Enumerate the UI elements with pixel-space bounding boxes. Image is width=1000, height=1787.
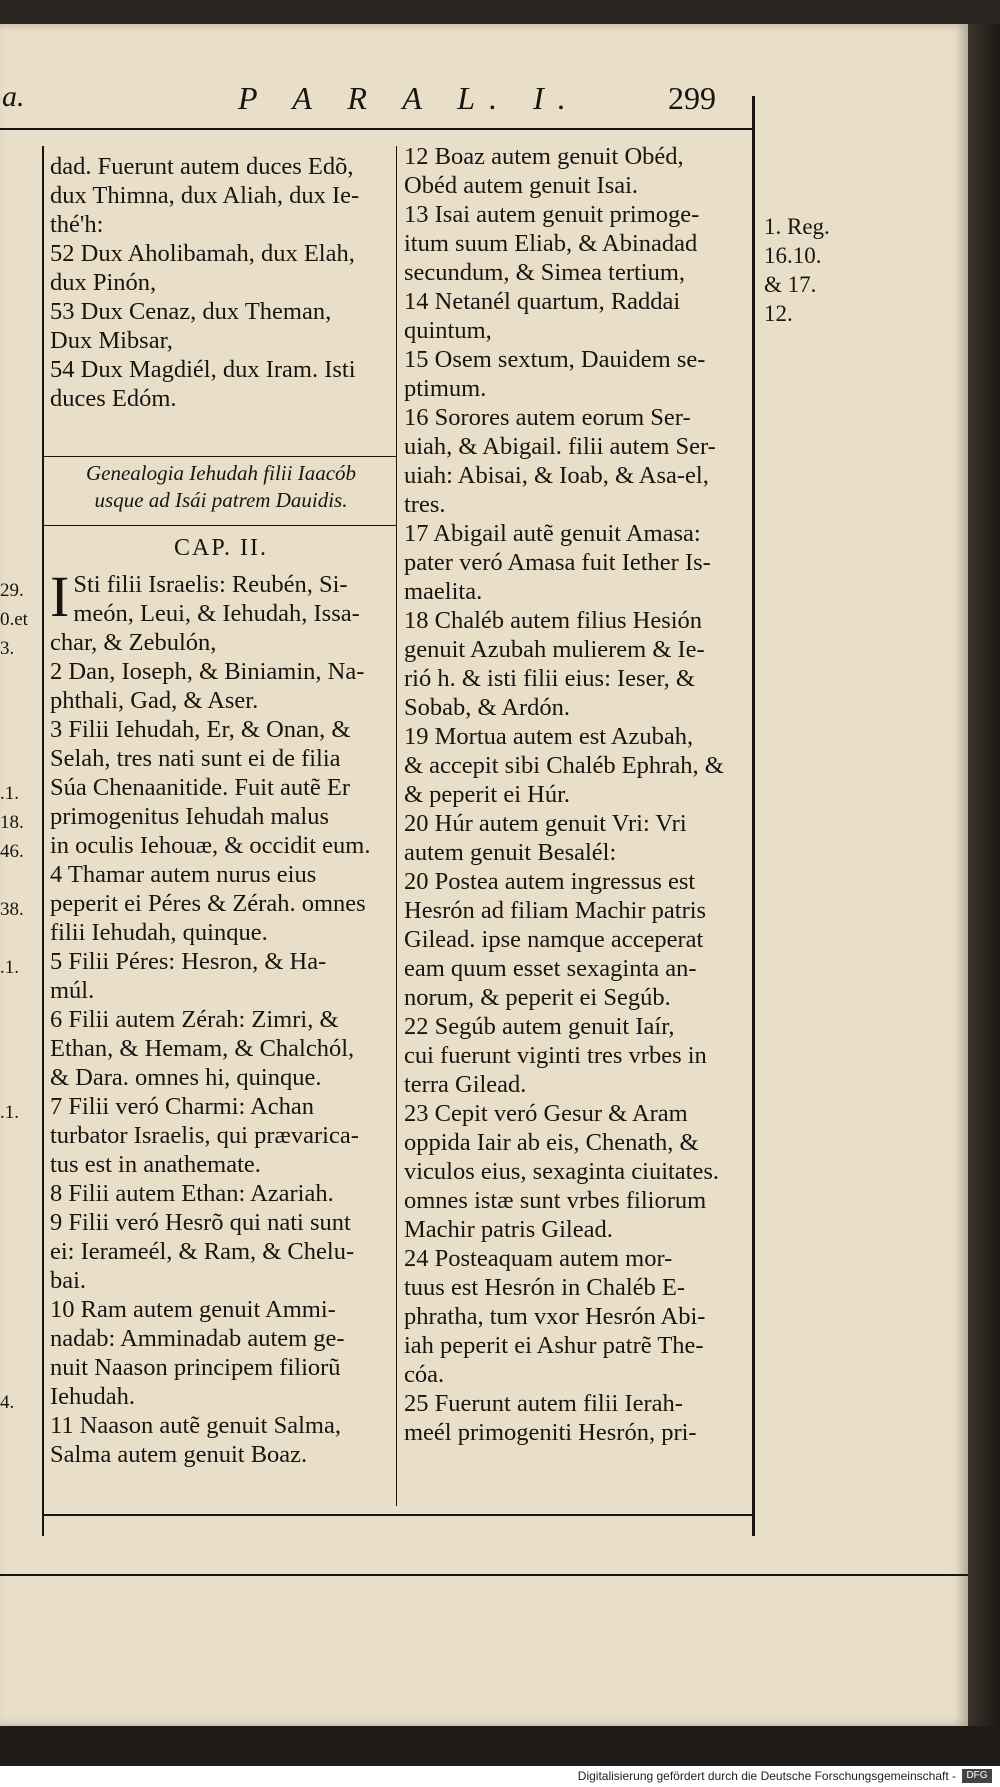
text-line: phratha, tum vxor Hesrón Abi- xyxy=(404,1303,706,1330)
text-line: quintum, xyxy=(404,317,492,344)
text-line: iah peperit ei Ashur patrẽ The- xyxy=(404,1332,704,1359)
margin-reference-left: 18. xyxy=(0,812,24,833)
text-line: genuit Azubah mulierem & Ie- xyxy=(404,636,705,663)
text-line: ei: Ierameél, & Ram, & Chelu- xyxy=(50,1238,355,1265)
text-line: norum, & peperit ei Segúb. xyxy=(404,984,671,1011)
text-line: dad. Fuerunt autem duces Edõ, xyxy=(50,153,354,180)
text-line: Obéd autem genuit Isai. xyxy=(404,172,639,199)
text-line: primogenitus Iehudah malus xyxy=(50,803,329,830)
text-line: 17 Abigail autẽ genuit Amasa: xyxy=(404,520,701,547)
text-line: meél primogeniti Hesrón, pri- xyxy=(404,1419,697,1446)
text-line: uiah: Abisai, & Ioab, & Asa-el, xyxy=(404,462,709,489)
text-line: 25 Fuerunt autem filii Ierah- xyxy=(404,1390,683,1417)
dfg-logo: DFG xyxy=(962,1769,992,1783)
margin-reference-left: 3. xyxy=(0,638,15,659)
text-line: 53 Dux Cenaz, dux Theman, xyxy=(50,298,332,325)
page-spine-shadow xyxy=(968,24,1000,1726)
footer-text: Digitalisierung gefördert durch die Deutsche Forschungsgemeinschaft - xyxy=(577,1769,956,1783)
text-line: 9 Filii veró Hesrõ qui nati sunt xyxy=(50,1209,351,1236)
text-line: 5 Filii Péres: Hesron, & Ha- xyxy=(50,948,327,975)
text-line: 7 Filii veró Charmi: Achan xyxy=(50,1093,315,1120)
text-line: Salma autem genuit Boaz. xyxy=(50,1441,308,1468)
text-line: ptimum. xyxy=(404,375,487,402)
margin-reference-left: 46. xyxy=(0,841,24,862)
running-title: P A R A L. I. xyxy=(238,80,580,116)
text-line: maelita. xyxy=(404,578,483,605)
text-line: tuus est Hesrón in Chaléb E- xyxy=(404,1274,686,1301)
text-line: 3 Filii Iehudah, Er, & Onan, & xyxy=(50,716,351,743)
margin-note-right xyxy=(764,212,844,328)
margin-reference-left: .1. xyxy=(0,957,19,978)
text-line: pater veró Amasa fuit Iether Is- xyxy=(404,549,711,576)
text-line: secundum, & Simea tertium, xyxy=(404,259,686,286)
text-line: oppida Iair ab eis, Chenath, & xyxy=(404,1129,699,1156)
text-line: eam quum esset sexaginta an- xyxy=(404,955,697,982)
running-header xyxy=(0,58,760,118)
genealogy-heading-line1: Genealogia Iehudah filii Iaacób xyxy=(85,461,357,485)
text-line: 20 Húr autem genuit Vri: Vri xyxy=(404,810,687,837)
text-line: peperit ei Péres & Zérah. omnes xyxy=(50,890,366,917)
text-line: viculos eius, sexaginta ciuitates. xyxy=(404,1158,720,1185)
text-line: terra Gilead. xyxy=(404,1071,527,1098)
text-line: Machir patris Gilead. xyxy=(404,1216,613,1243)
text-line: 52 Dux Aholibamah, dux Elah, xyxy=(50,240,355,267)
margin-reference-left: 0.et xyxy=(0,609,28,630)
text-line: 8 Filii autem Ethan: Azariah. xyxy=(50,1180,334,1207)
margin-reference-left: 4. xyxy=(0,1392,15,1413)
text-line: 4 Thamar autem nurus eius xyxy=(50,861,317,888)
margin-reference-left: 38. xyxy=(0,899,24,920)
column-left xyxy=(50,152,392,413)
text-line: rió h. & isti filii eius: Ieser, & xyxy=(404,665,695,692)
text-line: Gilead. ipse namque acceperat xyxy=(404,926,704,953)
text-line: 15 Osem sextum, Dauidem se- xyxy=(404,346,706,373)
text-line: 18 Chaléb autem filius Hesión xyxy=(404,607,703,634)
text-line: 16 Sorores autem eorum Ser- xyxy=(404,404,691,431)
text-line: autem genuit Besalél: xyxy=(404,839,617,866)
text-line: 19 Mortua autem est Azubah, xyxy=(404,723,694,750)
text-line: 20 Postea autem ingressus est xyxy=(404,868,696,895)
text-line: 22 Segúb autem genuit Iaír, xyxy=(404,1013,675,1040)
text-line: tres. xyxy=(404,491,446,518)
page-bottom-rule xyxy=(0,1574,968,1576)
chapter-number: CAP. II. xyxy=(173,535,268,561)
text-line: itum suum Eliab, & Abinadad xyxy=(404,230,698,257)
text-line: 12 Boaz autem genuit Obéd, xyxy=(404,143,684,170)
margin-reference: 1. Reg. xyxy=(764,214,830,239)
text-line: bai. xyxy=(50,1267,87,1294)
text-line: Ethan, & Hemam, & Chalchól, xyxy=(50,1035,355,1062)
scan-bottom-edge xyxy=(0,1726,1000,1766)
text-line: 11 Naason autẽ genuit Salma, xyxy=(50,1412,341,1439)
left-column-rule xyxy=(42,146,44,1536)
text-line: Sti filii Israelis: Reubén, Si- xyxy=(73,571,348,598)
header-rule xyxy=(0,128,752,130)
drop-capital: I xyxy=(50,564,70,629)
heading-box-top xyxy=(44,456,396,457)
text-line: 24 Posteaquam autem mor- xyxy=(404,1245,673,1272)
text-line: tus est in anathemate. xyxy=(50,1151,261,1178)
text-line: char, & Zebulón, xyxy=(50,629,217,656)
text-line: Iehudah. xyxy=(50,1383,136,1410)
text-line: múl. xyxy=(50,977,95,1004)
chapter-number-block xyxy=(50,534,392,563)
column-left-chapter-text xyxy=(50,564,392,1469)
text-line: omnes istæ sunt vrbes filiorum xyxy=(404,1187,707,1214)
page-number: 299 xyxy=(668,80,716,116)
text-line: Hesrón ad filiam Machir patris xyxy=(404,897,707,924)
chapter-heading xyxy=(50,460,392,514)
text-line: cóa. xyxy=(404,1361,445,1388)
text-line: duces Edóm. xyxy=(50,385,177,412)
text-line: turbator Israelis, qui prævarica- xyxy=(50,1122,359,1149)
right-frame-rule xyxy=(752,96,755,1536)
margin-reference: 16.10. xyxy=(764,243,822,268)
text-line: & peperit ei Húr. xyxy=(404,781,571,808)
text-line: 23 Cepit veró Gesur & Aram xyxy=(404,1100,688,1127)
text-line: Sobab, & Ardón. xyxy=(404,694,571,721)
heading-box-bottom xyxy=(44,525,396,526)
text-line: Dux Mibsar, xyxy=(50,327,173,354)
text-line: cui fuerunt viginti tres vrbes in xyxy=(404,1042,707,1069)
text-line: 13 Isai autem genuit primoge- xyxy=(404,201,700,228)
margin-reference: 12. xyxy=(764,301,793,326)
margin-reference: & 17. xyxy=(764,272,817,297)
text-line: filii Iehudah, quinque. xyxy=(50,919,268,946)
margin-reference-left: .1. xyxy=(0,1102,19,1123)
text-line: 14 Netanél quartum, Raddai xyxy=(404,288,681,315)
bottom-rule xyxy=(44,1514,754,1516)
margin-reference-left: 29. xyxy=(0,580,24,601)
text-line: 6 Filii autem Zérah: Zimri, & xyxy=(50,1006,339,1033)
column-divider xyxy=(396,146,397,1506)
text-line: 54 Dux Magdiél, dux Iram. Isti xyxy=(50,356,356,383)
text-line: Selah, tres nati sunt ei de filia xyxy=(50,745,341,772)
text-line: uiah, & Abigail. filii autem Ser- xyxy=(404,433,716,460)
text-line: in oculis Iehouæ, & occidit eum. xyxy=(50,832,371,859)
text-line: 2 Dan, Ioseph, & Biniamin, Na- xyxy=(50,658,365,685)
column-right xyxy=(404,142,746,1447)
text-line: meón, Leui, & Iehudah, Issa- xyxy=(73,600,360,627)
margin-reference-left: .1. xyxy=(0,783,19,804)
text-line: 10 Ram autem genuit Ammi- xyxy=(50,1296,336,1323)
genealogy-heading-line2: usque ad Isái patrem Dauidis. xyxy=(94,488,348,512)
text-line: dux Thimna, dux Aliah, dux Ie- xyxy=(50,182,360,209)
text-line: phthali, Gad, & Aser. xyxy=(50,687,259,714)
digitization-footer xyxy=(0,1766,1000,1787)
header-left-fragment: a. xyxy=(2,80,25,113)
text-line: nuit Naason principem filiorũ xyxy=(50,1354,341,1381)
text-line: & accepit sibi Chaléb Ephrah, & xyxy=(404,752,724,779)
text-line: dux Pinón, xyxy=(50,269,157,296)
text-line: nadab: Amminadab autem ge- xyxy=(50,1325,345,1352)
text-line: Súa Chenaanitide. Fuit autẽ Er xyxy=(50,774,351,801)
text-line: thé'h: xyxy=(50,211,104,238)
text-line: & Dara. omnes hi, quinque. xyxy=(50,1064,322,1091)
